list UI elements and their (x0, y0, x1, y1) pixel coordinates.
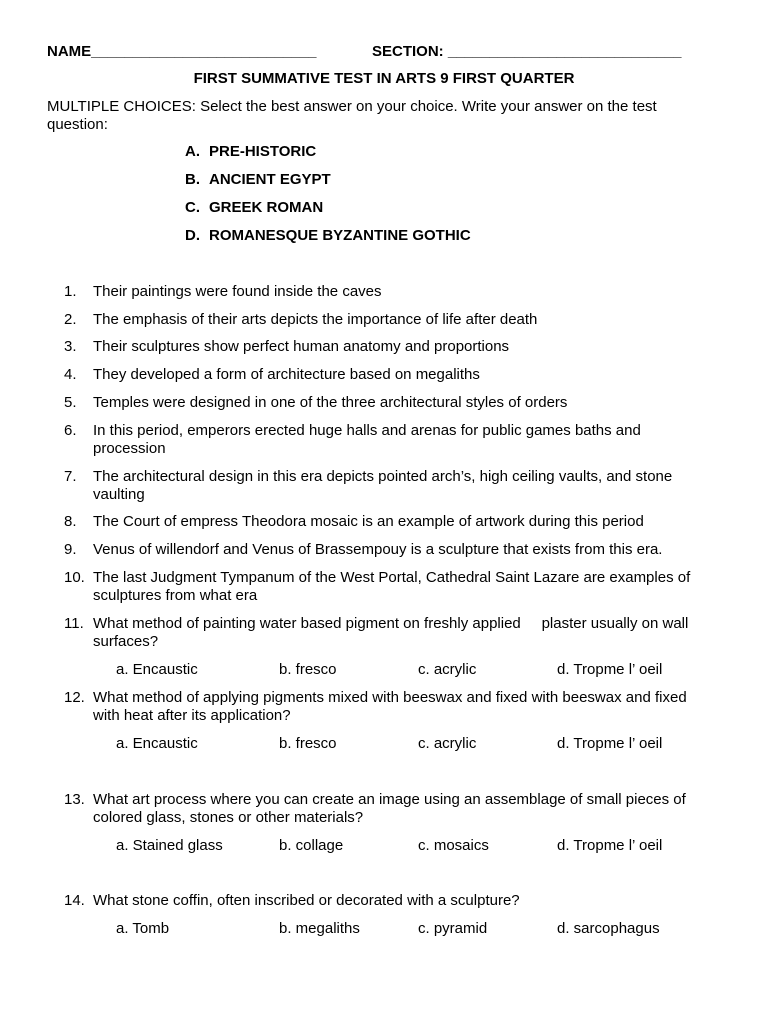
question-9 (64, 541, 714, 559)
name-field-label: NAME___________________________ (47, 43, 317, 60)
question-number: 11. (64, 615, 84, 632)
option-b: b. fresco (279, 661, 337, 678)
choice-letter: B. (185, 171, 200, 188)
question-text: The last Judgment Tympanum of the West Portal, Cathedral Saint Lazare are examples of sculptures from what era (93, 569, 691, 604)
question-11 (64, 615, 714, 651)
question-number: 10. (64, 569, 85, 586)
question-3 (64, 338, 714, 356)
choice-b (185, 171, 331, 188)
option-d: d. Tropme l’ oeil (557, 661, 663, 678)
question-12-options (0, 735, 768, 753)
choice-text: GREEK ROMAN (209, 199, 324, 216)
option-b: b. collage (279, 837, 344, 854)
question-1 (64, 283, 714, 301)
question-number: 8. (64, 513, 77, 530)
page-title: FIRST SUMMATIVE TEST IN ARTS 9 FIRST QUARTER (193, 70, 575, 87)
option-a: a. Encaustic (116, 661, 198, 678)
option-c: c. acrylic (418, 735, 477, 752)
question-12 (64, 689, 714, 725)
question-13-options (0, 837, 768, 855)
question-7 (64, 468, 714, 504)
option-c: c. acrylic (418, 661, 477, 678)
choice-letter: D. (185, 227, 200, 244)
question-14 (64, 892, 714, 910)
question-text: They developed a form of architecture based on megaliths (93, 366, 480, 383)
question-text: What art process where you can create an image using an assemblage of small pieces of colored glass, stones or other materials? (93, 791, 686, 826)
choice-text: ROMANESQUE BYZANTINE GOTHIC (209, 227, 471, 244)
choice-letter: A. (185, 143, 200, 160)
question-text: Their sculptures show perfect human anatomy and proportions (93, 338, 510, 355)
question-text: The emphasis of their arts depicts the importance of life after death (93, 311, 538, 328)
option-c: c. pyramid (418, 920, 488, 937)
question-number: 1. (64, 283, 77, 300)
question-5 (64, 394, 714, 412)
question-text: What method of painting water based pigment on freshly applied plaster usually on wall surfaces? (93, 615, 693, 650)
option-a: a. Tomb (116, 920, 170, 937)
choice-text: PRE-HISTORIC (209, 143, 317, 160)
question-text: Temples were designed in one of the three architectural styles of orders (93, 394, 568, 411)
option-d: d. Tropme l’ oeil (557, 735, 663, 752)
choice-text: ANCIENT EGYPT (209, 171, 331, 188)
section-field-label: SECTION: ____________________________ (372, 43, 682, 60)
question-number: 12. (64, 689, 85, 706)
option-d: d. sarcophagus (557, 920, 660, 937)
question-6 (64, 422, 714, 458)
question-text: Venus of willendorf and Venus of Brassempouy is a sculpture that exists from this era. (93, 541, 663, 558)
question-text: The architectural design in this era depicts pointed arch’s, high ceiling vaults, and stone vaulting (93, 468, 673, 503)
choice-letter: C. (185, 199, 200, 216)
question-number: 9. (64, 541, 77, 558)
question-number: 4. (64, 366, 77, 383)
question-text: In this period, emperors erected huge halls and arenas for public games baths and procession (93, 422, 641, 457)
question-4 (64, 366, 714, 384)
question-8 (64, 513, 714, 531)
question-number: 6. (64, 422, 77, 439)
instructions-text: MULTIPLE CHOICES: Select the best answer on your choice. Write your answer on the test question: (47, 98, 657, 133)
option-a: a. Stained glass (116, 837, 223, 854)
question-number: 7. (64, 468, 77, 485)
question-13 (64, 791, 714, 827)
question-number: 3. (64, 338, 77, 355)
question-number: 2. (64, 311, 77, 328)
question-11-options (0, 661, 768, 679)
question-10 (64, 569, 714, 605)
option-d: d. Tropme l’ oeil (557, 837, 663, 854)
choice-a (185, 143, 316, 160)
choice-c (185, 199, 323, 216)
choice-d (185, 227, 471, 244)
question-number: 5. (64, 394, 77, 411)
question-number: 14. (64, 892, 85, 909)
question-text: The Court of empress Theodora mosaic is an example of artwork during this period (93, 513, 644, 530)
question-text: What stone coffin, often inscribed or decorated with a sculpture? (93, 892, 520, 909)
question-number: 13. (64, 791, 85, 808)
option-c: c. mosaics (418, 837, 489, 854)
question-14-options (0, 920, 768, 938)
option-a: a. Encaustic (116, 735, 198, 752)
option-b: b. fresco (279, 735, 337, 752)
question-text: Their paintings were found inside the caves (93, 283, 382, 300)
question-2 (64, 311, 714, 329)
option-b: b. megaliths (279, 920, 360, 937)
question-text: What method of applying pigments mixed with beeswax and fixed with beeswax and fixed with heat after its application? (93, 689, 687, 724)
